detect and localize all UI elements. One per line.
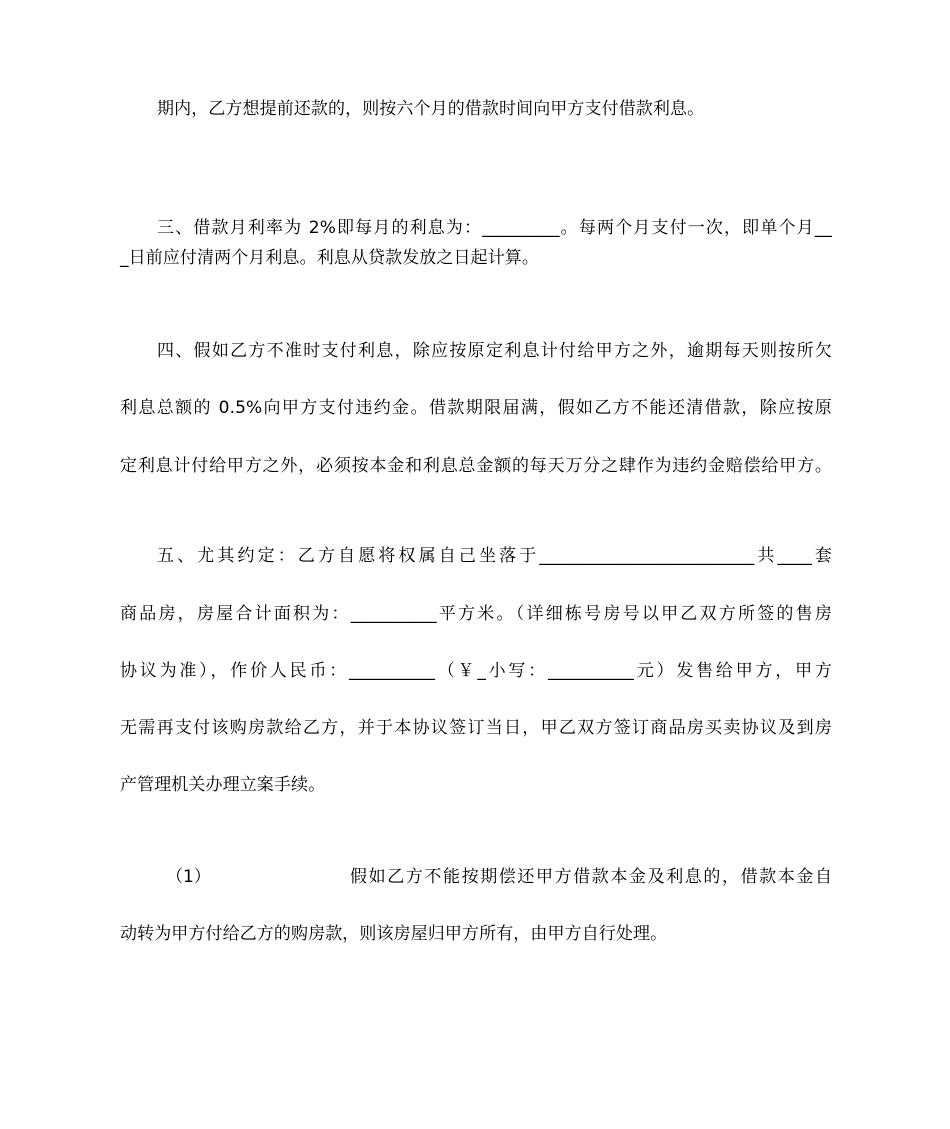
paragraph-5-line-4: 无需再支付该购房款给乙方，并于本协议签订当日，甲乙双方签订商品房买卖协议及到房 [120, 718, 832, 738]
paragraph-5-line-2: 商品房，房屋合计面积为：__________平方米。（详细栋号房号以甲乙双方所签的售房 [120, 604, 832, 624]
paragraph-3-line-1: 三、借款月利率为 2%即每月的利息为：_________。每两个月支付一次，即单个月__ [157, 218, 832, 238]
paragraph-4-line-3: 定利息计付给甲方之外，必须按本金和利息总金额的每天万分之肆作为违约金赔偿给甲方。 [120, 456, 832, 476]
paragraph-5-line-1: 五、尤其约定：乙方自愿将权属自己坐落于_________________________共____套 [157, 546, 832, 566]
paragraph-4-line-1: 四、假如乙方不准时支付利息，除应按原定利息计付给甲方之外，逾期每天则按所欠 [157, 341, 832, 361]
paragraph-4-line-2: 利息总额的 0.5%向甲方支付违约金。借款期限届满，假如乙方不能还清借款，除应按原 [120, 398, 832, 418]
paragraph-1-line-1: 期内，乙方想提前还款的，则按六个月的借款时间向甲方支付借款利息。 [157, 99, 705, 119]
item-1-line-2: 动转为甲方付给乙方的购房款，则该房屋归甲方所有，由甲方自行处理。 [120, 924, 668, 944]
paragraph-3-line-2: _日前应付清两个月利息。利息从贷款发放之日起计算。 [120, 248, 539, 268]
item-1-line-1: 假如乙方不能按期偿还甲方借款本金及利息的，借款本金自 [350, 867, 832, 887]
paragraph-5-line-3: 协议为准），作价人民币：__________（￥_小写：__________元）发售给甲方，甲方 [120, 661, 832, 681]
item-1-number: （1） [166, 867, 211, 887]
paragraph-5-line-5: 产管理机关办理立案手续。 [120, 775, 326, 795]
